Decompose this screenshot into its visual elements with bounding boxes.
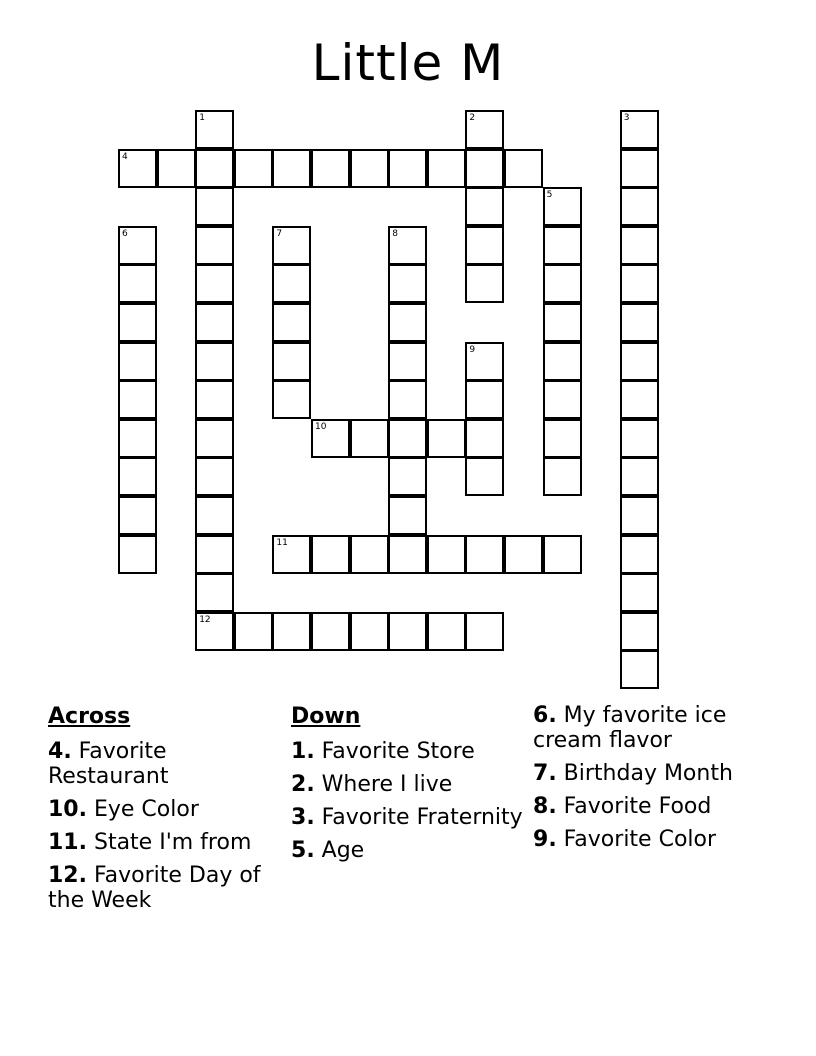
grid-cell[interactable] [195,419,234,458]
grid-cell[interactable] [388,612,427,651]
grid-cell[interactable] [620,612,659,651]
grid-cell[interactable] [118,342,157,381]
across-clues [48,703,283,913]
grid-cell[interactable] [388,264,427,303]
grid-cell[interactable] [195,187,234,226]
grid-cell[interactable] [195,573,234,612]
grid-cell[interactable] [272,535,311,574]
grid-cell[interactable] [620,149,659,188]
grid-cell[interactable] [388,535,427,574]
grid-cell[interactable] [427,612,466,651]
clue-down-3: 3. Favorite Fraternity [291,805,523,830]
grid-cell[interactable] [195,612,234,651]
cell-number: 1 [199,113,205,123]
grid-cell[interactable] [465,342,504,381]
grid-cell[interactable] [388,380,427,419]
grid-cell[interactable] [427,149,466,188]
grid-cell[interactable] [234,149,273,188]
grid-cell[interactable] [504,535,543,574]
grid-cell[interactable] [195,149,234,188]
cell-number: 12 [199,614,211,625]
grid-cell[interactable] [465,149,504,188]
grid-cell[interactable] [272,264,311,303]
grid-cell[interactable] [465,535,504,574]
puzzle-title: Little M [311,34,505,92]
grid-cell[interactable] [543,303,582,342]
grid-cell[interactable] [118,303,157,342]
grid-cell[interactable] [620,342,659,381]
cell-number: 10 [315,421,327,432]
cell-number: 4 [122,151,128,162]
grid-cell[interactable] [620,110,659,149]
grid-cell[interactable] [272,303,311,342]
cell-number: 3 [623,113,630,123]
grid-cell[interactable] [543,264,582,303]
grid-cell[interactable] [195,496,234,535]
grid-cell[interactable] [118,264,157,303]
clue-down-1: 1. Favorite Store [291,739,475,764]
cell-number: 2 [469,113,476,123]
grid-cell[interactable] [118,226,157,265]
down-heading: Down [291,704,361,729]
grid-cell[interactable] [427,535,466,574]
grid-cell[interactable] [465,457,504,496]
clue-across-12: 12. Favorite Day of the Week [48,863,261,913]
grid-cell[interactable] [350,535,389,574]
grid-cell[interactable] [195,535,234,574]
grid-cell[interactable] [311,419,350,458]
cell-number: 8 [392,228,398,239]
grid-cell[interactable] [543,419,582,458]
grid-cell[interactable] [427,419,466,458]
grid-cell[interactable] [157,149,196,188]
grid-cell[interactable] [543,342,582,381]
clue-down-7: 7. Birthday Month [533,761,733,786]
across-heading: Across [48,704,131,729]
grid-cell[interactable] [195,303,234,342]
down-clues [291,703,526,863]
grid-cell[interactable] [620,226,659,265]
grid-cell[interactable] [388,149,427,188]
grid-cell[interactable] [118,457,157,496]
grid-cell[interactable] [620,457,659,496]
grid-cell[interactable] [620,650,659,689]
down-clues-continued [533,703,768,852]
clue-down-9: 9. Favorite Color [533,827,717,852]
grid-cell[interactable] [620,380,659,419]
grid-cell[interactable] [195,226,234,265]
grid-cell[interactable] [543,187,582,226]
grid-cell[interactable] [350,419,389,458]
grid-cell[interactable] [118,149,157,188]
grid-cell[interactable] [543,535,582,574]
grid-cell[interactable] [620,264,659,303]
grid-cell[interactable] [118,535,157,574]
clue-across-4: 4. Favorite Restaurant [48,739,169,789]
grid-cell[interactable] [504,149,543,188]
grid-cell[interactable] [272,342,311,381]
clue-down-8: 8. Favorite Food [533,794,712,819]
grid-cell[interactable] [465,380,504,419]
grid-cell[interactable] [388,226,427,265]
grid-cell[interactable] [620,187,659,226]
grid-cell[interactable] [620,419,659,458]
clue-down-5: 5. Age [291,838,365,863]
grid-cell[interactable] [388,342,427,381]
grid-cell[interactable] [350,149,389,188]
clue-down-6: 6. My favorite ice cream flavor [533,703,727,753]
grid-cell[interactable] [272,149,311,188]
grid-cell[interactable] [465,264,504,303]
cell-number: 5 [546,190,553,201]
grid-cell[interactable] [388,303,427,342]
grid-cell[interactable] [311,612,350,651]
grid-cell[interactable] [234,612,273,651]
grid-cell[interactable] [388,457,427,496]
grid-cell[interactable] [465,419,504,458]
grid-cell[interactable] [620,496,659,535]
grid-cell[interactable] [465,226,504,265]
grid-cell[interactable] [620,535,659,574]
grid-cell[interactable] [195,264,234,303]
cell-number: 9 [469,344,476,355]
grid-cell[interactable] [311,149,350,188]
grid-cell[interactable] [388,419,427,458]
grid-cell[interactable] [350,612,389,651]
grid-cell[interactable] [195,110,234,149]
grid-cell[interactable] [195,380,234,419]
grid-cell[interactable] [543,226,582,265]
cell-number: 7 [276,228,283,239]
grid-cell[interactable] [543,380,582,419]
cell-number: 6 [122,228,128,239]
grid-cell[interactable] [195,342,234,381]
grid-cell[interactable] [620,573,659,612]
grid-cell[interactable] [195,457,234,496]
grid-cell[interactable] [272,380,311,419]
grid-cell[interactable] [388,496,427,535]
clue-down-2: 2. Where I live [291,772,453,797]
grid-cell[interactable] [311,535,350,574]
grid-cell[interactable] [118,380,157,419]
grid-cell[interactable] [543,457,582,496]
cell-number: 11 [276,537,288,548]
grid-cell[interactable] [465,187,504,226]
clue-across-10: 10. Eye Color [48,797,199,822]
clue-across-11: 11. State I'm from [48,830,252,855]
grid-cell[interactable] [272,612,311,651]
grid-cell[interactable] [118,419,157,458]
grid-cell[interactable] [272,226,311,265]
grid-cell[interactable] [118,496,157,535]
grid-cell[interactable] [465,612,504,651]
grid-cell[interactable] [620,303,659,342]
grid-cell[interactable] [465,110,504,149]
